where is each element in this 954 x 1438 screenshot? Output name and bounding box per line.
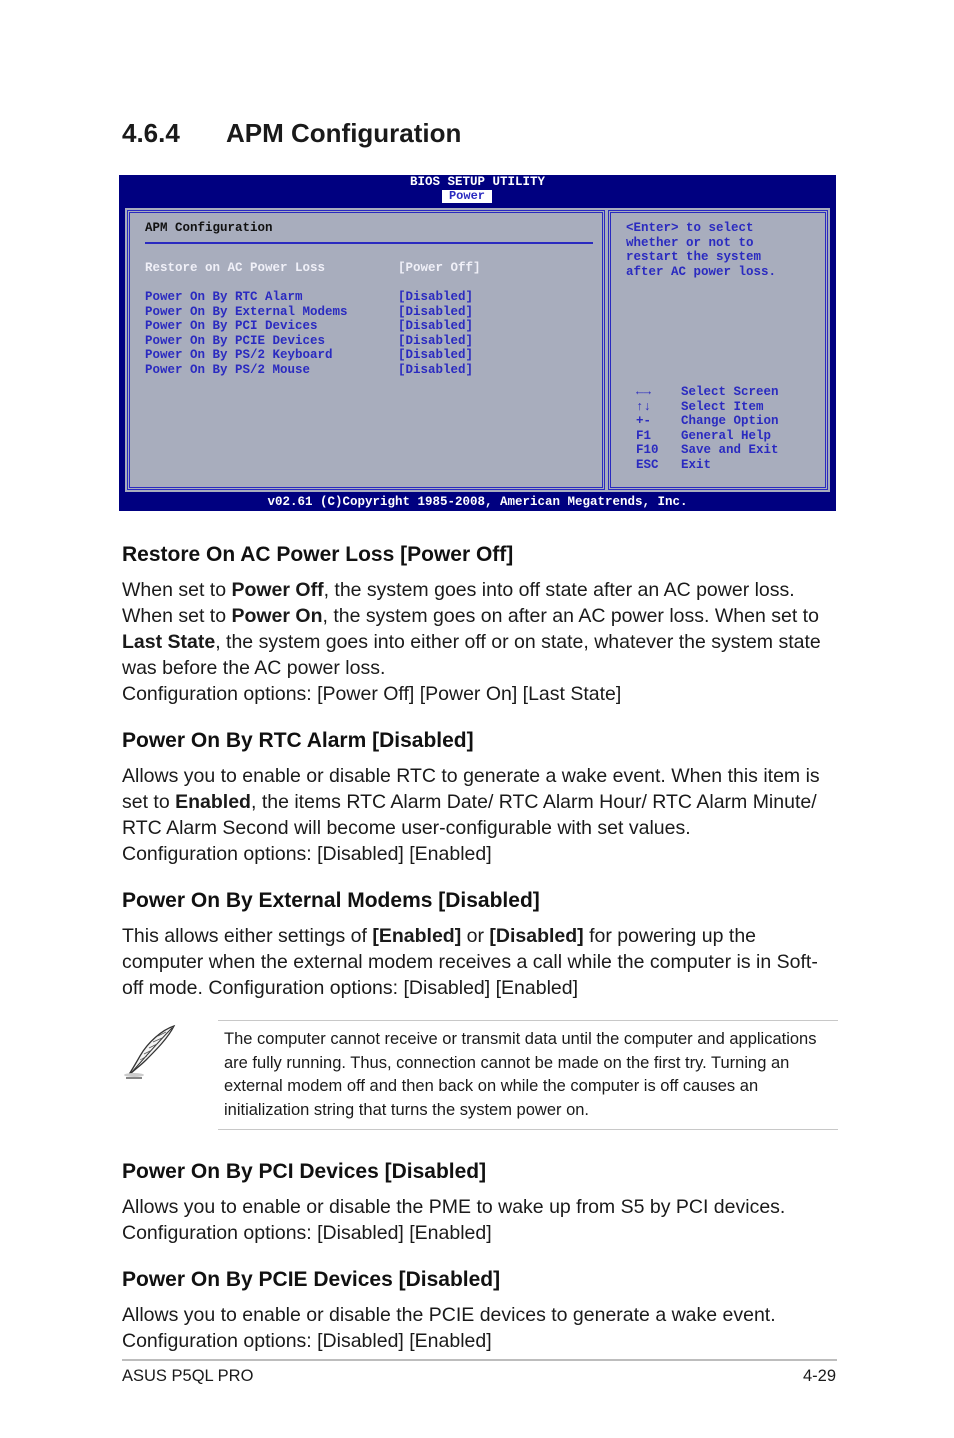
bios-key-save-exit <box>636 443 779 458</box>
bios-row-label: Power On By External Modems <box>145 304 348 319</box>
bold-term: Power Off <box>231 579 324 601</box>
bios-row-label: Power On By PCI Devices <box>145 319 318 333</box>
bios-key-action: Select Item <box>681 399 764 414</box>
bios-key-action: Change Option <box>681 414 779 428</box>
text: Allows you to enable or disable the PCIE devices to generate a wake event. <box>122 1304 776 1326</box>
bios-key-exit <box>636 458 711 473</box>
bios-title: BIOS SETUP UTILITY <box>409 175 546 189</box>
bios-row-value: [Disabled] <box>398 319 474 333</box>
bios-key-name: F10 <box>636 443 659 457</box>
footer-divider <box>122 1359 837 1361</box>
bios-row-external-modems[interactable] <box>145 304 474 319</box>
bios-key-name: +- <box>636 414 652 428</box>
bios-key-change-option <box>636 414 779 429</box>
bold-term: Power On <box>231 605 323 627</box>
bios-row-ps2-keyboard[interactable] <box>145 348 474 362</box>
config-options: Configuration options: [Disabled] [Enabled] <box>122 1222 492 1244</box>
bios-key-action: General Help <box>681 428 772 443</box>
restore-ac-description <box>122 577 834 707</box>
text: When set to <box>122 579 232 601</box>
pcie-devices-description <box>122 1302 834 1354</box>
bios-key-action: Save and Exit <box>681 443 779 457</box>
config-options: Configuration options: [Disabled] [Enabled] <box>122 1330 492 1352</box>
text: This allows either settings of <box>122 925 373 947</box>
bios-key-action: Select Screen <box>681 385 779 399</box>
bios-main-panel <box>125 208 830 492</box>
heading-pci-devices: Power On By PCI Devices [Disabled] <box>122 1160 487 1183</box>
bios-row-value: [Disabled] <box>398 304 474 319</box>
bios-row-ps2-mouse[interactable] <box>145 362 474 377</box>
heading-restore-ac: Restore On AC Power Loss [Power Off] <box>122 543 514 566</box>
bold-term: [Enabled] <box>372 925 462 947</box>
bios-panel-title: APM Configuration <box>145 221 273 235</box>
bios-divider <box>145 242 593 244</box>
bios-row-pci-devices[interactable] <box>145 319 474 333</box>
feather-pen-icon <box>122 1022 180 1080</box>
note-divider-top <box>218 1020 838 1021</box>
bios-row-value: [Disabled] <box>398 333 474 348</box>
text: , the system goes on after an AC power loss. When set to <box>322 605 819 627</box>
footer-product-name: ASUS P5QL PRO <box>122 1367 254 1385</box>
up-down-arrows-icon: ↑↓ <box>636 399 652 414</box>
bios-key-general-help <box>636 429 771 444</box>
bios-key-name: F1 <box>636 428 652 443</box>
text: Allows you to enable or disable RTC to generate a wake event. When this item is set to <box>122 765 820 813</box>
text: , the system goes into either off or on state, whatever the system state was before the AC power loss. <box>122 631 821 679</box>
bios-row-restore-ac[interactable] <box>145 261 481 275</box>
bios-row-value: [Disabled] <box>398 362 474 377</box>
bios-key-select-screen <box>636 385 779 400</box>
footer-page-number: 4-29 <box>802 1367 836 1385</box>
heading-rtc-alarm: Power On By RTC Alarm [Disabled] <box>122 729 474 752</box>
bios-row-label: Power On By RTC Alarm <box>145 290 303 304</box>
note-divider-bottom <box>218 1129 838 1130</box>
bios-row-label: Power On By PCIE Devices <box>145 333 326 348</box>
bios-row-label: Power On By PS/2 Mouse <box>145 362 311 377</box>
text: , the system goes into off state after an AC power loss. When set to <box>122 579 795 627</box>
config-options: Configuration options: [Power Off] [Power On] [Last State] <box>122 683 622 705</box>
pci-devices-description <box>122 1194 834 1246</box>
bios-row-pcie-devices[interactable] <box>145 333 474 348</box>
bios-row-value: [Power Off] <box>398 261 481 275</box>
external-modems-description <box>122 923 834 1001</box>
bios-row-value: [Disabled] <box>398 348 474 362</box>
bios-screenshot <box>119 175 836 511</box>
bold-term: Last State <box>122 631 216 653</box>
section-title <box>122 118 461 149</box>
note-text: The computer cannot receive or transmit data until the computer and applications are fully running. Thus, connection cannot be made on the first try. Turning an external modem off and then back on while the computer is off causes an initialization string that turns the system power on. <box>224 1030 817 1119</box>
heading-external-modems: Power On By External Modems [Disabled] <box>122 889 540 912</box>
text: for powering up the computer when the external modem receives a call while the computer is in Soft-off mode. Configuration options: [Disabled] [Enabled] <box>122 925 818 999</box>
bios-settings-pane <box>127 210 605 490</box>
section-number: 4.6.4 <box>122 118 180 148</box>
bold-term: [Disabled] <box>489 925 584 947</box>
bios-row-value: [Disabled] <box>398 290 474 304</box>
bios-tab-power[interactable]: Power <box>442 190 492 203</box>
bios-key-name: ESC <box>636 457 659 472</box>
text: or <box>461 925 490 947</box>
config-options: Configuration options: [Disabled] [Enabled] <box>122 843 492 865</box>
rtc-alarm-description <box>122 763 834 867</box>
left-right-arrows-icon: ←→ <box>636 385 652 399</box>
bios-row-rtc-alarm[interactable] <box>145 290 474 304</box>
heading-pcie-devices: Power On By PCIE Devices [Disabled] <box>122 1268 501 1291</box>
bios-key-action: Exit <box>681 457 712 472</box>
bios-help-text: <Enter> to select whether or not to restart the system after AC power loss. <box>626 221 777 279</box>
bios-row-label: Restore on AC Power Loss <box>145 261 326 275</box>
text: , the items RTC Alarm Date/ RTC Alarm Hour/ RTC Alarm Minute/ RTC Alarm Second will become user-configurable with set values. <box>122 791 817 839</box>
bios-key-select-item <box>636 400 764 415</box>
bios-help-pane <box>608 210 828 490</box>
section-name: APM Configuration <box>226 118 462 148</box>
bios-copyright: v02.61 (C)Copyright 1985-2008, American Megatrends, Inc. <box>267 495 688 509</box>
bold-term: Enabled <box>175 791 251 813</box>
bios-row-label: Power On By PS/2 Keyboard <box>145 348 333 362</box>
text: Allows you to enable or disable the PME to wake up from S5 by PCI devices. <box>122 1196 786 1218</box>
